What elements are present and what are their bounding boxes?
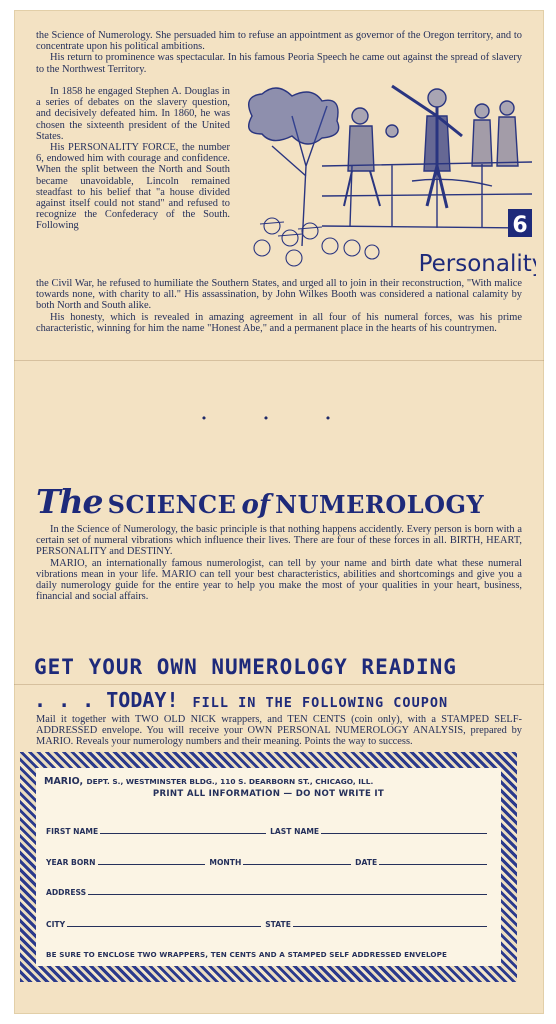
coupon-print-all: PRINT ALL INFORMATION — DO NOT WRITE IT [152,789,385,799]
heading-numerology: NUMEROLOGY [275,490,485,519]
lincoln-illustration [232,76,536,276]
month-field[interactable] [243,864,351,865]
coupon-inner [36,768,501,966]
month-label: MONTH [209,858,242,867]
fold-line [14,360,544,361]
article-para-3: In 1858 he engaged Stephen A. Douglas in a series of debates on the slavery question, and decisively defeated him. In 1860, he was chosen the sixteenth president of the United States. [36,86,230,142]
personality-caption: Personality [418,251,536,276]
year-born-field[interactable] [98,864,206,865]
article-para-1: the Science of Numerology. She persuaded him to refuse an appointment as governor of the Oregon territory, and to concentrate upon his political ambitions. [36,30,522,53]
first-name-label: FIRST NAME [46,827,99,836]
heading-of: of [241,490,271,520]
mail-text: Mail it together with TWO OLD NICK wrappers, and TEN CENTS (coin only), with a STAMPED SELF-ADDRESSED envelope. You will receive your OWN PERSONAL NUMEROLOGY ANALYSIS, prepared by MARIO. Reveals your numerology numbers and their meaning. Points the way to success. [36,714,522,748]
article-para-4b: the Civil War, he refused to humiliate the Southern States, and urged all to join in their reconstruction, "With malice towards none, with charity to all." His assassination, by John Wilkes Booth was considered a national calamity by both North and South alike. [36,278,522,312]
date-field[interactable] [379,864,487,865]
address-field[interactable] [88,894,487,895]
order-coupon [20,752,517,982]
name-row [46,824,491,836]
intro-para-1: In the Science of Numerology, the basic principle is that nothing happens accidently. Every person is born with a certain set of numeral vibrations which influence their lives. There are four of these forces in all. BIRTH, HEART, PERSONALITY and DESTINY. [36,524,522,558]
today-headline [34,688,528,712]
coupon-enclose-note: BE SURE TO ENCLOSE TWO WRAPPERS, TEN CENTS AND A STAMPED SELF ADDRESSED ENVELOPE [46,950,447,959]
city-label: CITY [46,920,66,929]
intro-text [36,524,522,602]
section-separator: • • • [200,412,358,425]
fold-line [14,684,544,685]
article-top-text [36,30,522,75]
lincoln-speech-illustration-icon [232,76,536,276]
year-born-label: YEAR BORN [46,858,96,867]
get-reading-headline: GET YOUR OWN NUMEROLOGY READING [34,655,457,679]
state-field[interactable] [293,926,487,927]
article-left-column [36,86,230,232]
coupon-address [44,776,493,787]
intro-para-2: MARIO, an internationally famous numerologist, can tell by your name and birth date what these numeral vibrations mean in your life. MARIO can tell your best characteristics, abilities and shortcomings and give you a daily numerology guide for the entire year to help you make the most of your qualities in your heart, business, financial and social affairs. [36,557,522,603]
coupon-addr-name: MARIO, [44,776,84,787]
last-name-field[interactable] [321,833,487,834]
article-para-5: His honesty, which is revealed in amazing agreement in all four of his numeral forces, was his prime characteristic, winning for him the name "Honest Abe," and a permanent place in the hearts of his countrymen. [36,311,522,334]
heading-the: The [36,482,103,521]
heading-science: SCIENCE [107,490,237,519]
article-para-4: His PERSONALITY FORCE, the number 6, endowed him with courage and confidence. When the split between the North and South became unavoidable, Lincoln remained steadfast to his belief that "a house divided against itself could not stand" and refused to recognize the Confederacy of the South. Following [36,142,230,232]
city-field[interactable] [67,926,261,927]
date-label: DATE [355,858,378,867]
article-para-2: His return to prominence was spectacular. In his famous Peoria Speech he came out against the spread of slavery to the Northwest Territory. [36,52,522,75]
mail-instructions [36,714,522,748]
last-name-label: LAST NAME [270,827,320,836]
first-name-field[interactable] [100,833,266,834]
address-row [46,885,491,897]
city-state-row [46,917,491,929]
state-label: STATE [265,920,291,929]
today-text: . . . TODAY! [34,688,179,712]
coupon-addr-rest: DEPT. S., WESTMINSTER BLDG., 110 S. DEARBORN ST., CHICAGO, ILL. [86,777,374,786]
birth-row [46,855,491,867]
science-of-numerology-heading [36,482,526,521]
personality-badge-number: 6 [512,213,528,238]
address-label: ADDRESS [46,888,87,897]
fill-in-coupon-text: FILL IN THE FOLLOWING COUPON [192,695,449,711]
article-bottom-text [36,278,522,334]
